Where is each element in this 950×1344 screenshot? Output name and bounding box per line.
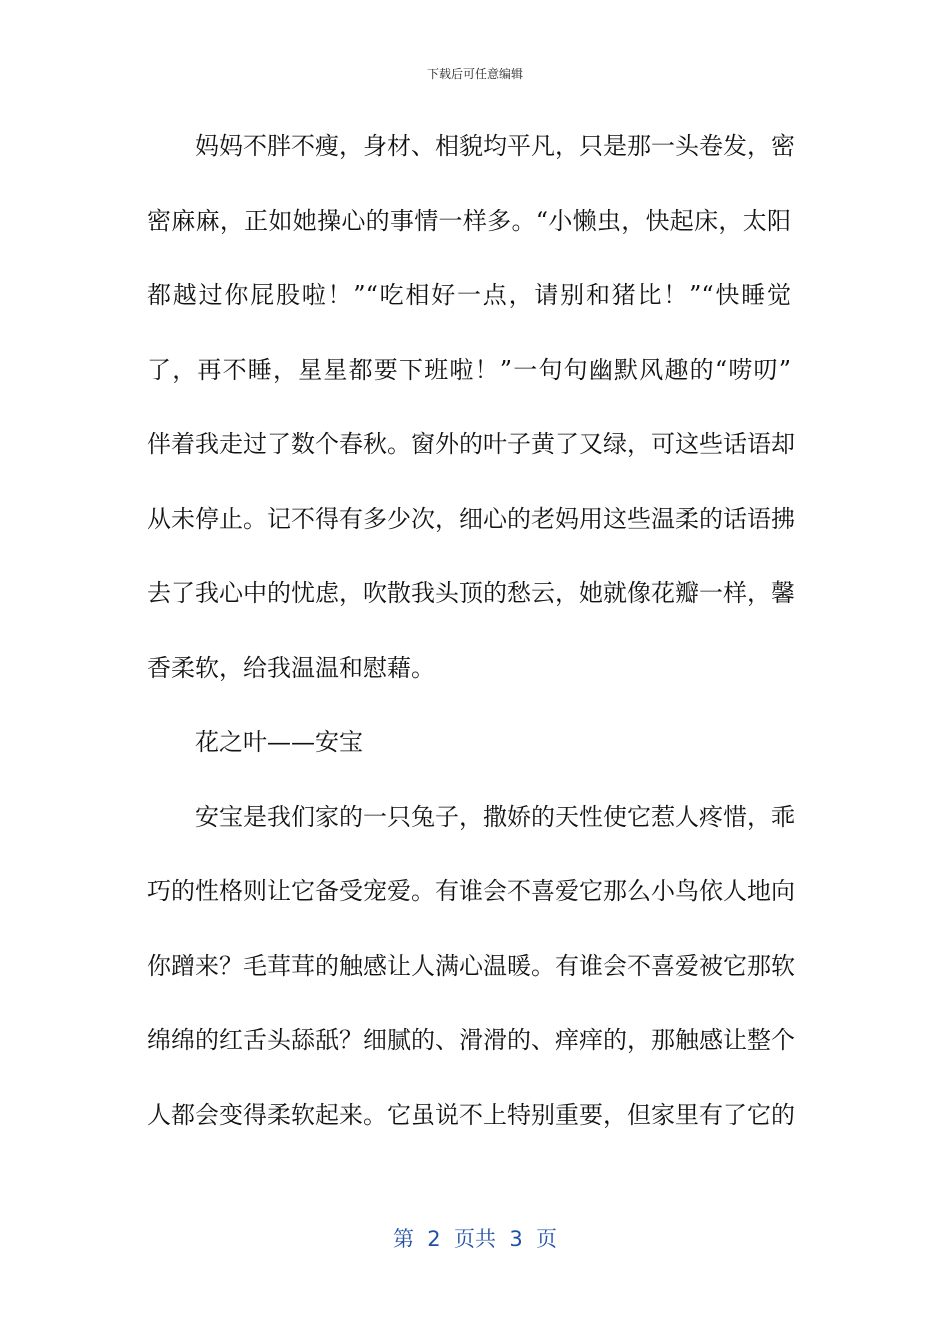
paragraph-line: 绵绵的红舌头舔舐？细腻的、滑滑的、痒痒的，那触感让整个 (147, 1026, 795, 1054)
paragraph-line: 从未停止。记不得有多少次，细心的老妈用这些温柔的话语拂 (147, 504, 795, 533)
paragraph-line: 妈妈不胖不瘦，身材、相貌均平凡，只是那一头卷发，密 (195, 132, 795, 160)
paragraph-line: 巧的性格则让它备受宠爱。有谁会不喜爱它那么小鸟依人地向 (147, 877, 795, 905)
document-body (147, 120, 795, 1163)
paragraph-line: 密麻麻，正如她操心的事情一样多。“小懒虫，快起床，太阳 (147, 206, 791, 235)
page-header: 下载后可任意编辑 (426, 67, 523, 81)
paragraph-line: 都越过你屁股啦！”“吃相好一点，请别和猪比！”“快睡觉 (147, 281, 791, 309)
page-number-footer: 第 2 页共 3 页 (392, 1227, 558, 1251)
section-heading: 花之叶——安宝 (195, 728, 363, 756)
paragraph-line: 香柔软，给我温温和慰藉。 (147, 653, 435, 682)
paragraph-line: 你蹭来？毛茸茸的触感让人满心温暖。有谁会不喜爱被它那软 (147, 951, 795, 980)
paragraph-line: 伴着我走过了数个春秋。窗外的叶子黄了又绿，可这些话语却 (147, 430, 795, 458)
paragraph-line: 去了我心中的忧虑，吹散我头顶的愁云，她就像花瓣一样，馨 (147, 579, 795, 607)
paragraph-line: 了，再不睡，星星都要下班啦！”一句句幽默风趣的“唠叨” (147, 355, 791, 384)
paragraph-line: 安宝是我们家的一只兔子，撒娇的天性使它惹人疼惜，乖 (195, 802, 795, 831)
paragraph-line: 人都会变得柔软起来。它虽说不上特别重要，但家里有了它的 (147, 1100, 795, 1129)
